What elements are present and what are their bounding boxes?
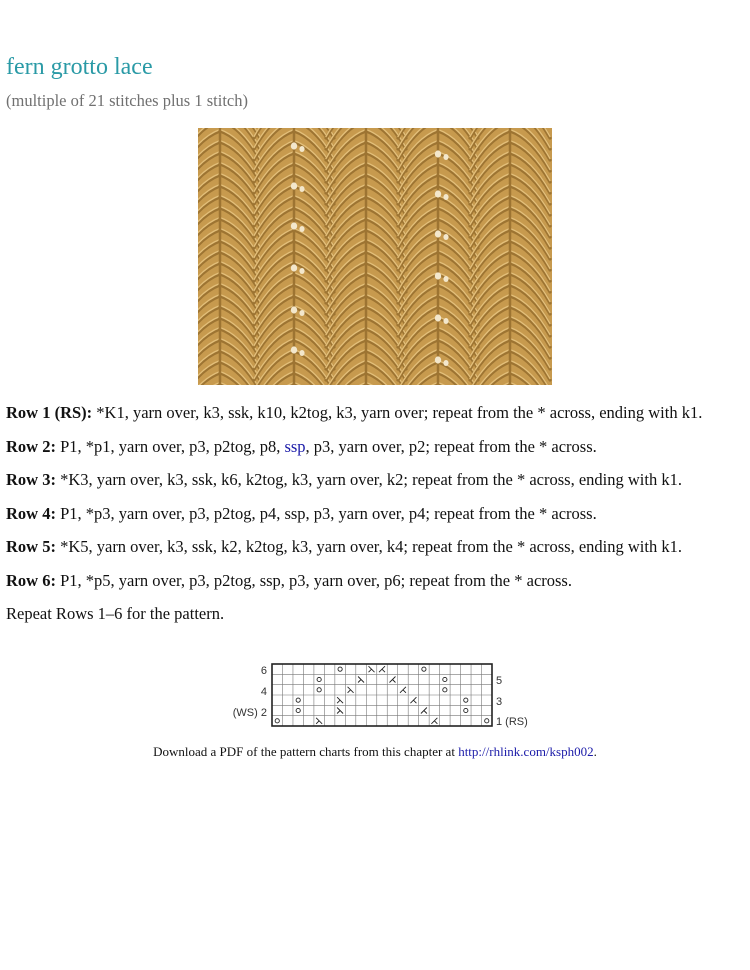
eyelet-hole <box>443 234 448 240</box>
chart-row-label-6: 6 <box>260 665 267 677</box>
yarn-over-symbol <box>443 677 447 681</box>
page-title: fern grotto lace <box>6 54 153 80</box>
row-3-label: Row 3: <box>6 470 56 489</box>
eyelet-hole <box>443 360 448 366</box>
yarn-over-symbol <box>338 667 342 671</box>
eyelet-hole <box>443 276 448 282</box>
row-4-instruction <box>6 503 744 524</box>
yarn-over-symbol <box>296 708 300 712</box>
chart-row-label-2: (WS) 2 <box>232 707 267 719</box>
row-2-label: Row 2: <box>6 436 56 456</box>
decrease-right-symbol <box>389 677 395 683</box>
eyelet-hole <box>299 146 304 152</box>
chart-row-label-3: 3 <box>496 696 503 708</box>
eyelet-hole <box>299 310 304 316</box>
stitch-multiple-note: (multiple of 21 stitches plus 1 stitch) <box>6 91 248 110</box>
decrease-left-symbol <box>348 687 354 693</box>
decrease-left-symbol <box>316 718 322 724</box>
row-2-text-start: P1, *p1, yarn over, p3, p2tog, p8, <box>55 436 285 456</box>
stitch-chart-grid <box>222 660 532 730</box>
yarn-over-symbol <box>464 698 468 702</box>
eyelet-hole <box>435 272 441 279</box>
ssp-link[interactable]: ssp <box>284 436 306 456</box>
knitted-swatch-image <box>198 128 552 385</box>
eyelet-hole <box>443 154 448 160</box>
chart-row-label-5: 5 <box>496 675 503 687</box>
row-1-text: *K1, yarn over, k3, ssk, k10, k2tog, k3, yarn over; repeat from the * across, ending with k1. <box>92 403 703 422</box>
row-5-label: Row 5: <box>6 537 56 556</box>
eyelet-hole <box>443 318 448 324</box>
decrease-right-symbol <box>431 718 437 724</box>
download-note <box>0 744 750 760</box>
row-6-label: Row 6: <box>6 570 56 590</box>
yarn-over-symbol <box>464 708 468 712</box>
pattern-instructions <box>6 402 744 637</box>
eyelet-hole <box>291 142 297 149</box>
eyelet-hole <box>291 182 297 189</box>
decrease-left-symbol <box>337 697 343 703</box>
decrease-right-symbol <box>410 697 416 703</box>
download-note-text: Download a PDF of the pattern charts from this chapter at <box>153 744 459 759</box>
swatch-photo <box>198 128 552 385</box>
row-1-label: Row 1 (RS): <box>6 403 93 422</box>
eyelet-hole <box>435 150 441 157</box>
decrease-right-symbol <box>400 687 406 693</box>
decrease-right-symbol <box>421 708 427 714</box>
stitch-chart <box>222 660 532 730</box>
decrease-left-symbol <box>337 708 343 714</box>
eyelet-hole <box>443 194 448 200</box>
row-3-text: *K3, yarn over, k3, ssk, k6, k2tog, k3, yarn over, k2; repeat from the * across, ending with k1. <box>55 470 682 489</box>
eyelet-hole <box>299 268 304 274</box>
yarn-over-symbol <box>485 719 489 723</box>
yarn-over-symbol <box>317 688 321 692</box>
eyelet-hole <box>435 230 441 237</box>
decrease-right-symbol <box>379 666 385 672</box>
yarn-over-symbol <box>422 667 426 671</box>
yarn-over-symbol <box>275 719 279 723</box>
row-1-instruction <box>6 402 744 423</box>
row-3-instruction <box>6 469 744 490</box>
eyelet-hole <box>299 226 304 232</box>
row-6-text: P1, *p5, yarn over, p3, p2tog, ssp, p3, yarn over, p6; repeat from the * across. <box>55 570 572 590</box>
chart-pdf-link[interactable]: http://rhlink.com/ksph002 <box>458 744 594 759</box>
row-6-instruction <box>6 570 744 591</box>
row-4-text: P1, *p3, yarn over, p3, p2tog, p4, ssp, p3, yarn over, p4; repeat from the * across. <box>55 503 597 523</box>
decrease-left-symbol <box>358 677 364 683</box>
eyelet-hole <box>299 350 304 356</box>
row-4-label: Row 4: <box>6 503 56 523</box>
row-2-instruction <box>6 436 744 457</box>
eyelet-hole <box>291 264 297 271</box>
eyelet-hole <box>291 346 297 353</box>
yarn-over-symbol <box>443 688 447 692</box>
chart-row-label-1: 1 (RS) <box>496 716 528 728</box>
eyelet-hole <box>435 314 441 321</box>
row-5-instruction <box>6 536 744 557</box>
eyelet-hole <box>291 306 297 313</box>
eyelet-hole <box>299 186 304 192</box>
repeat-note: Repeat Rows 1–6 for the pattern. <box>6 604 225 623</box>
eyelet-hole <box>435 190 441 197</box>
eyelet-hole <box>291 222 297 229</box>
yarn-over-symbol <box>296 698 300 702</box>
chart-row-label-4: 4 <box>260 686 267 698</box>
eyelet-hole <box>435 356 441 363</box>
row-2-text-end: , p3, yarn over, p2; repeat from the * across. <box>305 436 597 456</box>
download-note-suffix: . <box>593 744 597 759</box>
yarn-over-symbol <box>317 677 321 681</box>
row-5-text: *K5, yarn over, k3, ssk, k2, k2tog, k3, yarn over, k4; repeat from the * across, ending with k1. <box>55 537 682 556</box>
decrease-left-symbol <box>369 666 375 672</box>
